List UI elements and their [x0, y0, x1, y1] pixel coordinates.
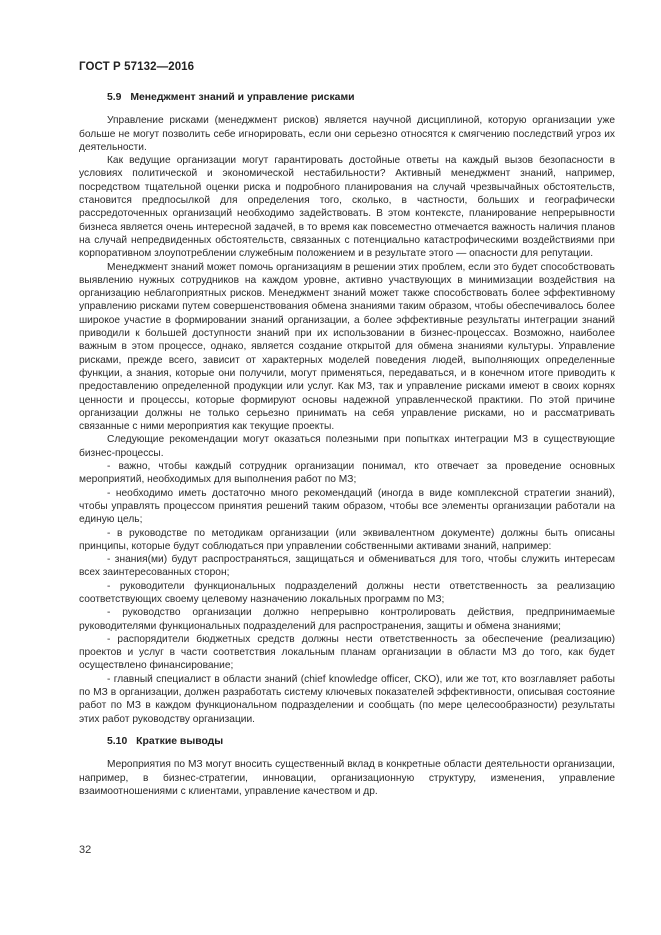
- page-number: 32: [79, 844, 92, 856]
- paragraph: Управление рисками (менеджмент рисков) является научной дисциплиной, которую организации уже больше не могут позволить себе игнорировать, если они серьезно относятся к смягчению последствий угроз их деятельности.: [79, 115, 615, 153]
- section-number: 5.9: [107, 92, 122, 103]
- list-item: - руководство организации должно непрерывно контролировать действия, предпринимаемые руководителями функциональных подразделений для распространения, защиты и обмена знаниями;: [79, 607, 615, 632]
- section-heading: [107, 735, 615, 748]
- paragraph: Следующие рекомендации могут оказаться полезными при попытках интеграции МЗ в существующие бизнес-процессы.: [79, 434, 615, 459]
- section-gap: [79, 726, 615, 735]
- section-title: Краткие выводы: [136, 735, 224, 747]
- list-item: - необходимо иметь достаточно много рекомендаций (иногда в виде комплексной стратегии знаний), чтобы управлять процессом принятия решений таким образом, чтобы все элементы организации работали на единую цель;: [79, 487, 615, 526]
- section-title: Менеджмент знаний и управление рисками: [130, 92, 355, 103]
- page-content: [79, 91, 615, 798]
- list-item: - важно, чтобы каждый сотрудник организации понимал, кто отвечает за проведение основных мероприятий, необходимых для выполнения работ по МЗ;: [79, 461, 615, 486]
- standard-header: ГОСТ Р 57132—2016: [79, 61, 195, 73]
- paragraph: Мероприятия по МЗ могут вносить существенный вклад в конкретные области деятельности организации, например, в бизнес-стратегии, инновации, организационную структуру, изменения, управление взаимоотношениями с клиентами, управление качеством и др.: [79, 759, 615, 797]
- paragraph: Как ведущие организации могут гарантировать достойные ответы на каждый вызов безопасности в условиях политической и экономической нестабильности? Активный менеджмент знаний, например, посредством тщательной оценки риска и подробного планирования на случай чрезвычайных обстоятельств, становится предпосылкой для определения того, сколько, в частности, больших и географически рассредоточенных организаций необходимо задействовать. В этом контексте, планирование непрерывности бизнеса является очень интересной задачей, в то время как повсеместно отмечается важность наличия планов на случай непредвиденных обстоятельств, связанных с потенциально катастрофическими воздействиями при корпоративном злоупотреблении служебным положением и в результате этого — опасности для репутации.: [79, 155, 615, 260]
- list-item: - главный специалист в области знаний (chief knowledge officer, CKO), или же тот, кто возглавляет работы по МЗ в организации, должен разработать систему ключевых показателей эффективности, описывая состояние работ по МЗ в каждом функциональном подразделении и сообщать (по мере целесообразности) результаты этих работ руководству организации.: [79, 673, 615, 725]
- section-heading: [107, 91, 615, 104]
- paragraph: Менеджмент знаний может помочь организациям в решении этих проблем, если это будет способствовать выявлению нужных сотрудников на каждом уровне, активно участвующих в минимизации воздействия на организацию неблагоприятных рисков. Менеджмент знаний может также способствовать более эффективному управлению рисками путем совершенствования обмена знаниями таким образом, чтобы обеспечивалось более широкое участие в формировании знаний организации, а более эффективные результаты интеграции знаний приводили к большей доступности знаний при их использовании в бизнес-процессах. Возможно, наиболее важным в этом процессе, однако, является создание открытой для обмена знаниями культуры. Управление рисками, прежде всего, зависит от характерных моделей поведения людей, выполняющих определенные функции, а знания, которые они получили, могут применяться, передаваться, и в конечном итоге приводить к предоставлению определенной продукции или услуг. Как МЗ, так и управление рисками имеют в своих корнях ценности и процессы, которые формируют основы надежной управленческой практики. По этой причине организации должны не только серьезно принимать на себя управление рисками, но и рассматривать связанные с ними мероприятия как текущие проекты.: [79, 261, 615, 433]
- section-number: 5.10: [107, 735, 128, 747]
- list-item: - в руководстве по методикам организации (или эквивалентном документе) должны быть описаны принципы, которые будут соблюдаться при управлении собственными активами знаний, например:: [79, 527, 615, 552]
- list-item: - знания(ми) будут распространяться, защищаться и обмениваться для того, чтобы служить интересам всех заинтересованных сторон;: [79, 554, 615, 579]
- list-item: - распорядители бюджетных средств должны нести ответственность за обеспечение (реализацию) проектов и услуг в части соответствия локальным планам организации в области МЗ до того, как будет осуществлено финансирование;: [79, 633, 615, 672]
- list-item: - руководители функциональных подразделений должны нести ответственность за реализацию соответствующих своему целевому назначению локальных программ по МЗ;: [79, 580, 615, 605]
